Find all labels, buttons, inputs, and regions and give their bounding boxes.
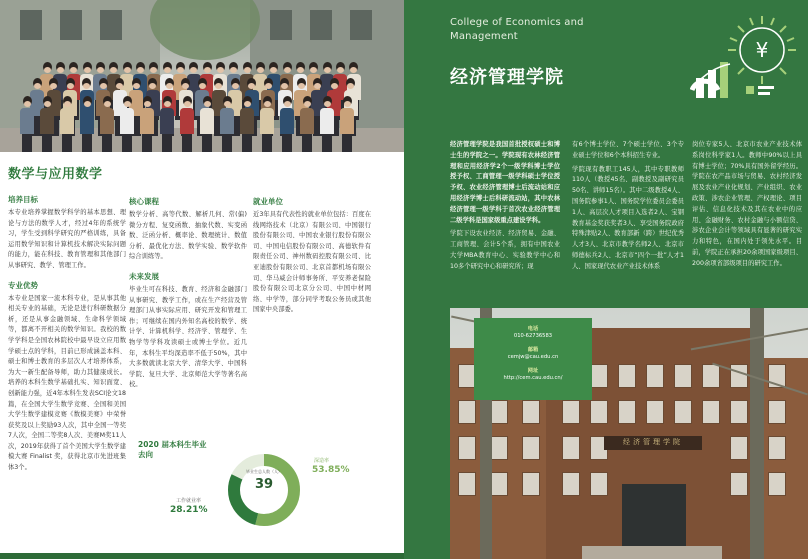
college-name-chinese: 经济管理学院: [450, 67, 564, 88]
building-window: [674, 364, 692, 388]
building-window: [646, 364, 664, 388]
building-window: [702, 364, 720, 388]
person-figure: [20, 96, 34, 152]
employment-value: 53.85%: [312, 465, 350, 475]
chart-title: 2020 届本科生毕业去向: [138, 440, 207, 459]
graduate-destination-chart: [128, 430, 378, 530]
building-window: [646, 400, 664, 424]
person-figure: [240, 96, 254, 152]
feature-text: 本专业是国家一流本科专业，是从事其他相关专业的基础，无论是进行科研数据分析，还是从事金融领域、生命科学领域等，都离不开相关的数学知识。我校的数学学科是全国农林院校中最早设立应用数学硕士点的学科，目前已形成涵盖本科、硕士和博士教育的多层次人才培养体系，为大一新生配备导师，助力其健康成长。培养的本科生数学基础扎实、知识面宽、创新能力强，近4年本科生发表SCI论文18篇，在全国大学生数学竞赛、全国和美国大学生数学建模竞赛《数模美赛》中荣誉获奖及以上奖励93人次，其中全国一等奖7人次，全国二等奖8人次、美赛M奖11人次，2019年获得了首个美国大学生数学建模大赛 Finalist 奖，获得北京市先进班集体3个。: [8, 294, 126, 472]
college-name-english: College of Economics and Management: [450, 17, 584, 42]
person-figure: [160, 96, 174, 152]
building-window: [590, 400, 608, 424]
person-figure: [80, 96, 94, 152]
building-window: [522, 472, 540, 496]
college-departments-text: 学院下设农业经济、经济贸易、金融、工商管理、会计5个系，拥有中国农业大学MBA教育中心、实验教学中心和10多个研究中心和研究所；现: [450, 230, 560, 270]
phone-label: 电话: [527, 326, 539, 332]
person-figure: [320, 96, 334, 152]
email-value: cemjw@cau.edu.cn: [507, 354, 559, 360]
building-window: [768, 400, 786, 424]
group-photo: [0, 0, 404, 152]
college-degrees-text: 有6个博士学位、7个硕士学位、3个专业硕士学位和6个本科招生专业。: [572, 141, 684, 159]
building-window: [522, 436, 540, 460]
person-figure: [100, 96, 114, 152]
person-figure: [60, 96, 74, 152]
feature-heading: 专业优势: [8, 280, 38, 290]
building-window: [458, 472, 476, 496]
yuan-chart-decoration-icon: [690, 12, 800, 112]
building-window: [522, 400, 540, 424]
college-research-text: 岗位专家5人、北京市农业产业技术体系岗位科学家1人。教师中90%以上具有博士学位；70%具有国外留学经历。学院在农产品市场与贸易、农村经济发展及农业产业化规划、产业组织、农业政策、涉农企业管理、产权理论、项目评估、信息化技术及其在农业中的应用、金融财务、农村金融与小额信贷、涉农企业会计等领域具有显著的研究实力和特色，在国内处于领先水平。目前，学院正在承担20余项国家级项目、200余项省部级项目的研究工作。: [692, 141, 802, 267]
employer-text: 近3年具有代表性的就业单位包括：百度在线网络技术（北京）有限公司、中国银行股份有限公司、中国农业银行股份有限公司、中国电信股份有限公司、高德软件有限责任公司、神州数码控股有限公司、比亚迪股份有限公司、北京首都机场有限公司、华马威会计师事务所、平安养老保险股份有限公司北京分公司、中国中材网络、中学等，部分同学考取公务员或其他国家中央部委。: [253, 211, 371, 314]
future-heading: 未来发展: [129, 271, 159, 281]
study-value: 28.21%: [170, 505, 208, 515]
campus-sign: 经济管理学院: [623, 438, 683, 446]
building-window: [674, 400, 692, 424]
svg-text:¥: ¥: [755, 38, 769, 62]
person-figure: [220, 96, 234, 152]
college-faculty-text: 学院现有教职工145人，其中专职教师110人（教授45名、副教授及副研究员50名、讲师15名）。其中二级教授4人、国务院参事1人、国务院学位委员会委员1人、高层次人才项目入选者2人、宝钢教育基金奖获奖者3人、享受国务院政府特殊津贴2人、教育部新（跨）世纪优秀人才3人、北京市教学名师2人、北京市师德标兵2人、北京市“四个一批”人才1人、国家现代农业产业技术体系: [572, 165, 684, 270]
right-text-column-1: [450, 140, 560, 276]
email-label: 邮箱: [527, 347, 539, 353]
text-column-3: [253, 192, 371, 370]
total-label: 毕业生总人数（人）: [246, 469, 282, 474]
building-window: [562, 436, 580, 460]
building-window: [458, 400, 476, 424]
contact-box: [474, 318, 592, 400]
building-window: [768, 436, 786, 460]
bottom-bar: [0, 553, 404, 559]
right-text-column-3: [692, 140, 802, 273]
building-window: [730, 364, 748, 388]
person-figure: [140, 96, 154, 152]
website-label: 网址: [527, 368, 539, 374]
building-window: [618, 400, 636, 424]
employer-heading: 就业单位: [253, 197, 283, 206]
goal-text: 本专业培养掌握数学科学的基本思想、理论与方法的数学人才，经过4年的系统学习，学生受到科学研究的严格训练，具备运用数学知识和计算机技术解决实际问题的能力，能在科技、教育管理和其他部门从事研究、教学、管理工作。: [8, 209, 126, 269]
website-link[interactable]: http://cem.cau.edu.cn/: [503, 375, 563, 381]
courses-heading: 核心课程: [129, 197, 159, 206]
goal-heading: 培养目标: [8, 195, 38, 204]
building-window: [562, 400, 580, 424]
building-window: [768, 472, 786, 496]
person-figure: [280, 96, 294, 152]
text-column-1: [8, 190, 126, 526]
building-window: [490, 400, 508, 424]
employment-label: 深造率: [314, 458, 330, 464]
person-figure: [40, 96, 54, 152]
building-window: [490, 472, 508, 496]
building-window: [490, 436, 508, 460]
person-figure: [200, 96, 214, 152]
building-window: [458, 436, 476, 460]
building-window: [618, 364, 636, 388]
building-window: [730, 400, 748, 424]
building-window: [590, 364, 608, 388]
phone-value: 010-62736583: [513, 333, 553, 339]
text-column-2: [129, 192, 247, 395]
person-figure: [260, 96, 274, 152]
study-label: 工作就业率: [176, 498, 202, 504]
building-window: [702, 400, 720, 424]
person-figure: [300, 96, 314, 152]
future-text: 毕业生可在科技、教育、经济和金融部门从事研究、教学工作，或在生产经营及管理部门从事实际应用、研究开发和管理工作；可继续在国内外知名高校的数学、统计学、计算机科学、经济学、管理学、生物学等学科攻读硕士或博士学位。近几年，本科生平均深造率不低于50%，其中大多数就读北京大学、清华大学、中国科学院、复旦大学、北京师范大学等著名高校。: [129, 285, 247, 389]
college-intro-text: 经济管理学院是我国首批授权硕士和博士生的学院之一。学院现有农林经济管理和应用经济学2个一级学科博士学位授予权、工商管理一级学科硕士学位授予权、农业经济管理博士后流动站和应用经济学博士后科研流动站，其中农林经济管理一级学科于首次农业经济管理二级学科是国家级重点建设学科。: [450, 141, 560, 224]
page-title: 数学与应用数学: [8, 167, 103, 182]
building-window: [590, 472, 608, 496]
right-page: [404, 0, 808, 559]
courses-text: 数学分析、高等代数、解析几何、常(偏) 微分方程、复变函数、抽象代数、实变函数、泛函分析、概率论、数理统计、数值分析、最优化方法、数学实验、数学软件综合训练等。: [129, 211, 247, 261]
building-window: [562, 472, 580, 496]
right-text-column-2: [572, 140, 684, 276]
building-window: [730, 436, 748, 460]
person-figure: [340, 96, 354, 152]
total-value: 39: [254, 477, 274, 492]
person-figure: [120, 96, 134, 152]
person-figure: [180, 96, 194, 152]
building-window: [730, 472, 748, 496]
